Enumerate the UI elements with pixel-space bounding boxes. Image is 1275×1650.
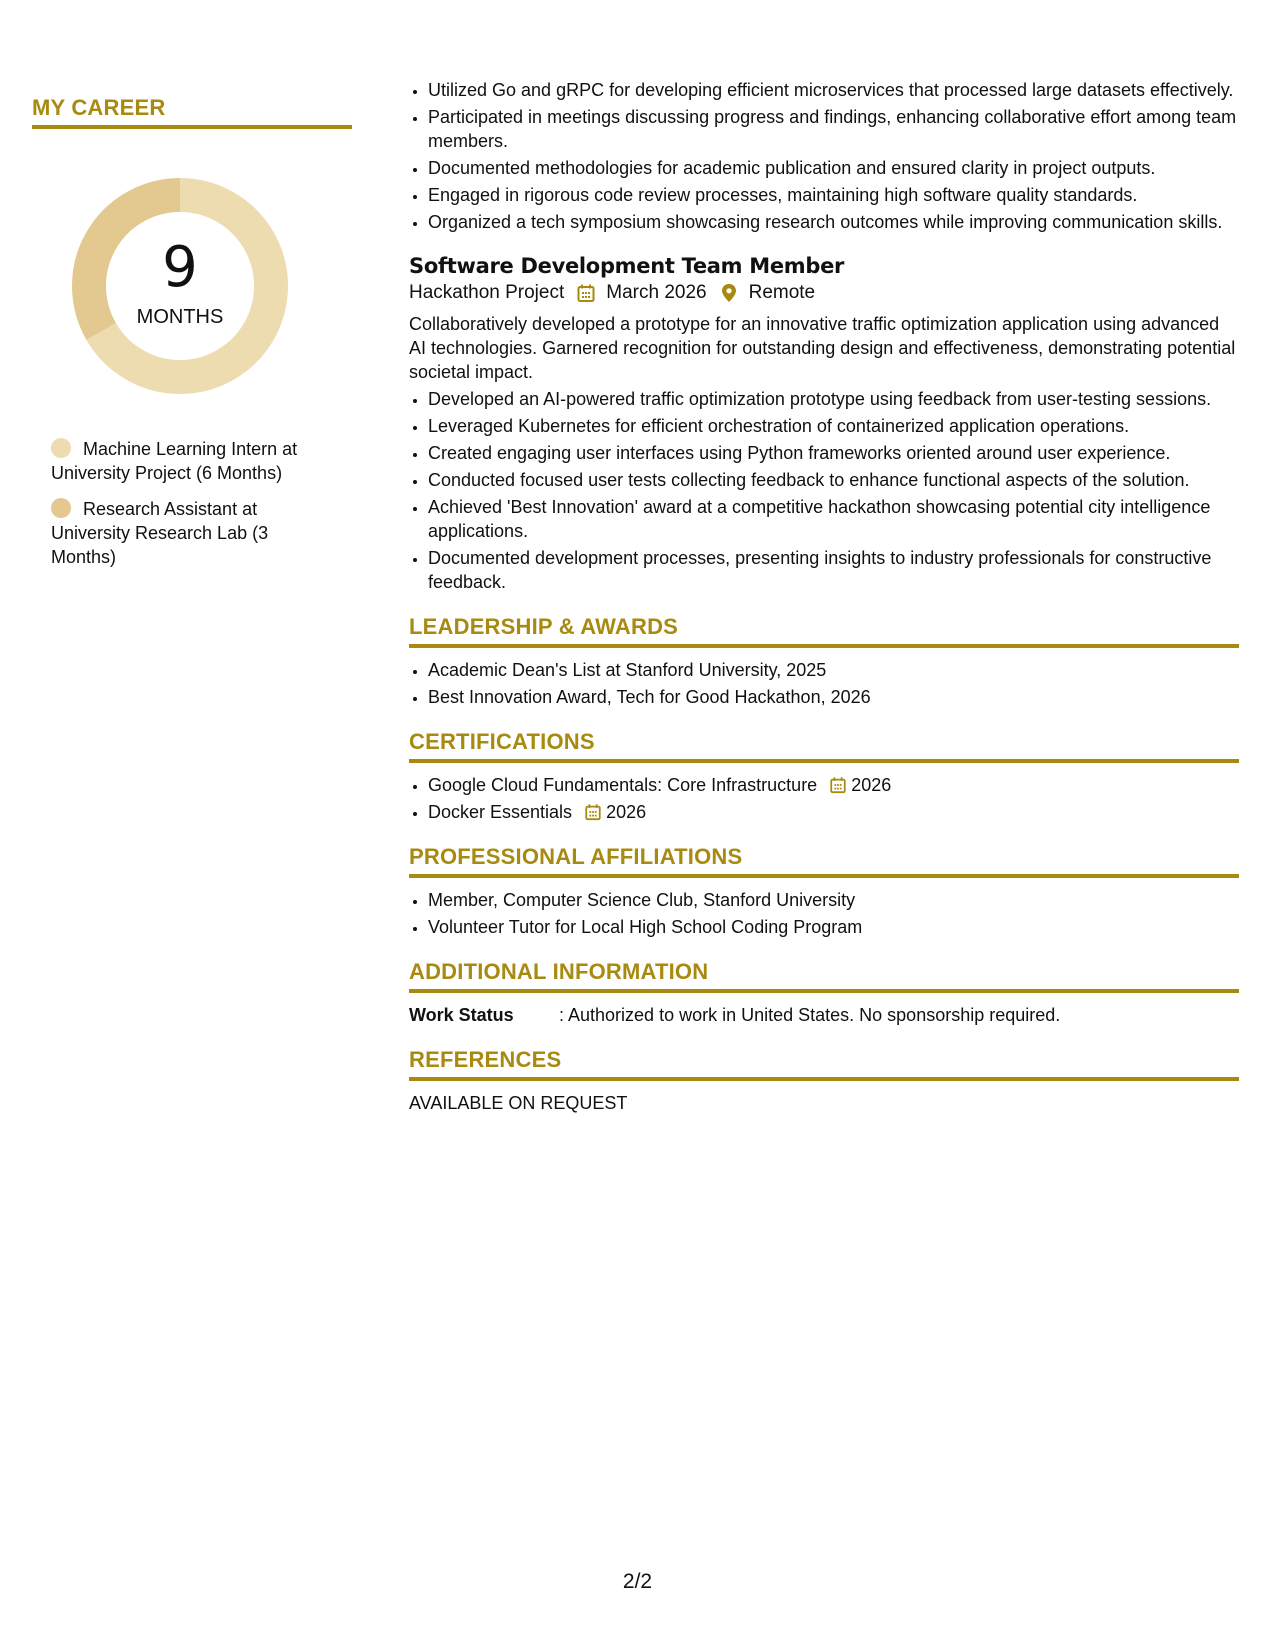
- calendar-icon: [576, 283, 596, 303]
- list-item: • Leveraged Kubernetes for efficient orchestration of containerized application operations.: [428, 414, 1239, 438]
- references-text: AVAILABLE ON REQUEST: [409, 1093, 628, 1113]
- references-section-title: REFERENCES: [409, 1047, 1239, 1081]
- career-donut-chart: [65, 171, 295, 401]
- sidebar: [32, 95, 352, 581]
- job-date: March 2026: [606, 282, 707, 303]
- list-item: • Conducted focused user tests collecting feedback to enhance functional aspects of the solution.: [428, 468, 1239, 492]
- job-company: Hackathon Project: [409, 282, 565, 303]
- list-item: • Volunteer Tutor for Local High School Coding Program: [428, 915, 1239, 939]
- location-pin-icon: [719, 283, 739, 303]
- legend-label: Machine Learning Intern at University Project (6 Months): [51, 439, 298, 483]
- legend-label: Research Assistant at University Research Lab (3 Months): [51, 499, 269, 567]
- list-item: • Organized a tech symposium showcasing research outcomes while improving communication skills.: [428, 210, 1239, 234]
- job-title: Software Development Team Member: [409, 254, 845, 278]
- page-number: 2/2: [622, 1570, 653, 1593]
- list-item: [428, 773, 1239, 797]
- certifications-section-title: CERTIFICATIONS: [409, 729, 1239, 763]
- certification-name: Docker Essentials: [428, 802, 573, 822]
- list-item: • Developed an AI-powered traffic optimization prototype using feedback from user-testing sessions.: [428, 387, 1239, 411]
- list-item: • Documented methodologies for academic publication and ensured clarity in project outputs.: [428, 156, 1239, 180]
- list-item: • Achieved 'Best Innovation' award at a competitive hackathon showcasing potential city intelligence applications.: [428, 495, 1239, 543]
- previous-job-bullets: [409, 78, 1239, 234]
- work-status-value: : Authorized to work in United States. No sponsorship required.: [559, 1005, 1061, 1025]
- additional-info-section: [409, 959, 1239, 1027]
- list-item: • Best Innovation Award, Tech for Good Hackathon, 2026: [428, 685, 1239, 709]
- certifications-section: [409, 729, 1239, 824]
- career-legend: [51, 437, 321, 569]
- leadership-section: [409, 614, 1239, 709]
- job-description: Collaboratively developed a prototype for an innovative traffic optimization application using advanced AI technologies. Garnered recognition for outstanding design and effectiveness, demonstrating potential societal impact.: [409, 314, 1236, 382]
- certification-year: 2026: [606, 802, 647, 822]
- list-item: • Academic Dean's List at Stanford University, 2025: [428, 658, 1239, 682]
- list-item: • Member, Computer Science Club, Stanford University: [428, 888, 1239, 912]
- calendar-icon: [829, 776, 847, 794]
- certifications-list: [409, 773, 1239, 824]
- career-total-unit: MONTHS: [136, 306, 224, 328]
- legend-dot: [51, 498, 71, 518]
- career-total-value: 9: [162, 235, 198, 300]
- job-bullets: [409, 387, 1239, 594]
- leadership-section-title: LEADERSHIP & AWARDS: [409, 614, 1239, 648]
- legend-item: [51, 437, 321, 485]
- main-column: [409, 78, 1239, 1115]
- leadership-list: [409, 658, 1239, 709]
- references-section: [409, 1047, 1239, 1115]
- list-item: [428, 800, 1239, 824]
- legend-dot: [51, 438, 71, 458]
- additional-info-section-title: ADDITIONAL INFORMATION: [409, 959, 1239, 993]
- work-status-label: Work Status: [409, 1005, 514, 1025]
- certification-name: Google Cloud Fundamentals: Core Infrastructure: [428, 775, 818, 795]
- list-item: • Participated in meetings discussing progress and findings, enhancing collaborative effort among team members.: [428, 105, 1239, 153]
- affiliations-section-title: PROFESSIONAL AFFILIATIONS: [409, 844, 1239, 878]
- list-item: • Utilized Go and gRPC for developing efficient microservices that processed large datasets effectively.: [428, 78, 1239, 102]
- list-item: • Engaged in rigorous code review processes, maintaining high software quality standards.: [428, 183, 1239, 207]
- affiliations-section: [409, 844, 1239, 939]
- job-entry: [409, 254, 1239, 594]
- job-meta: [409, 282, 1239, 304]
- affiliations-list: [409, 888, 1239, 939]
- job-location: Remote: [748, 282, 816, 303]
- certification-year: 2026: [851, 775, 892, 795]
- list-item: • Created engaging user interfaces using Python frameworks oriented around user experience.: [428, 441, 1239, 465]
- work-status-row: [409, 1003, 1239, 1027]
- list-item: • Documented development processes, presenting insights to industry professionals for constructive feedback.: [428, 546, 1239, 594]
- calendar-icon: [584, 803, 602, 821]
- career-section-title: MY CAREER: [32, 95, 352, 129]
- legend-item: [51, 497, 321, 569]
